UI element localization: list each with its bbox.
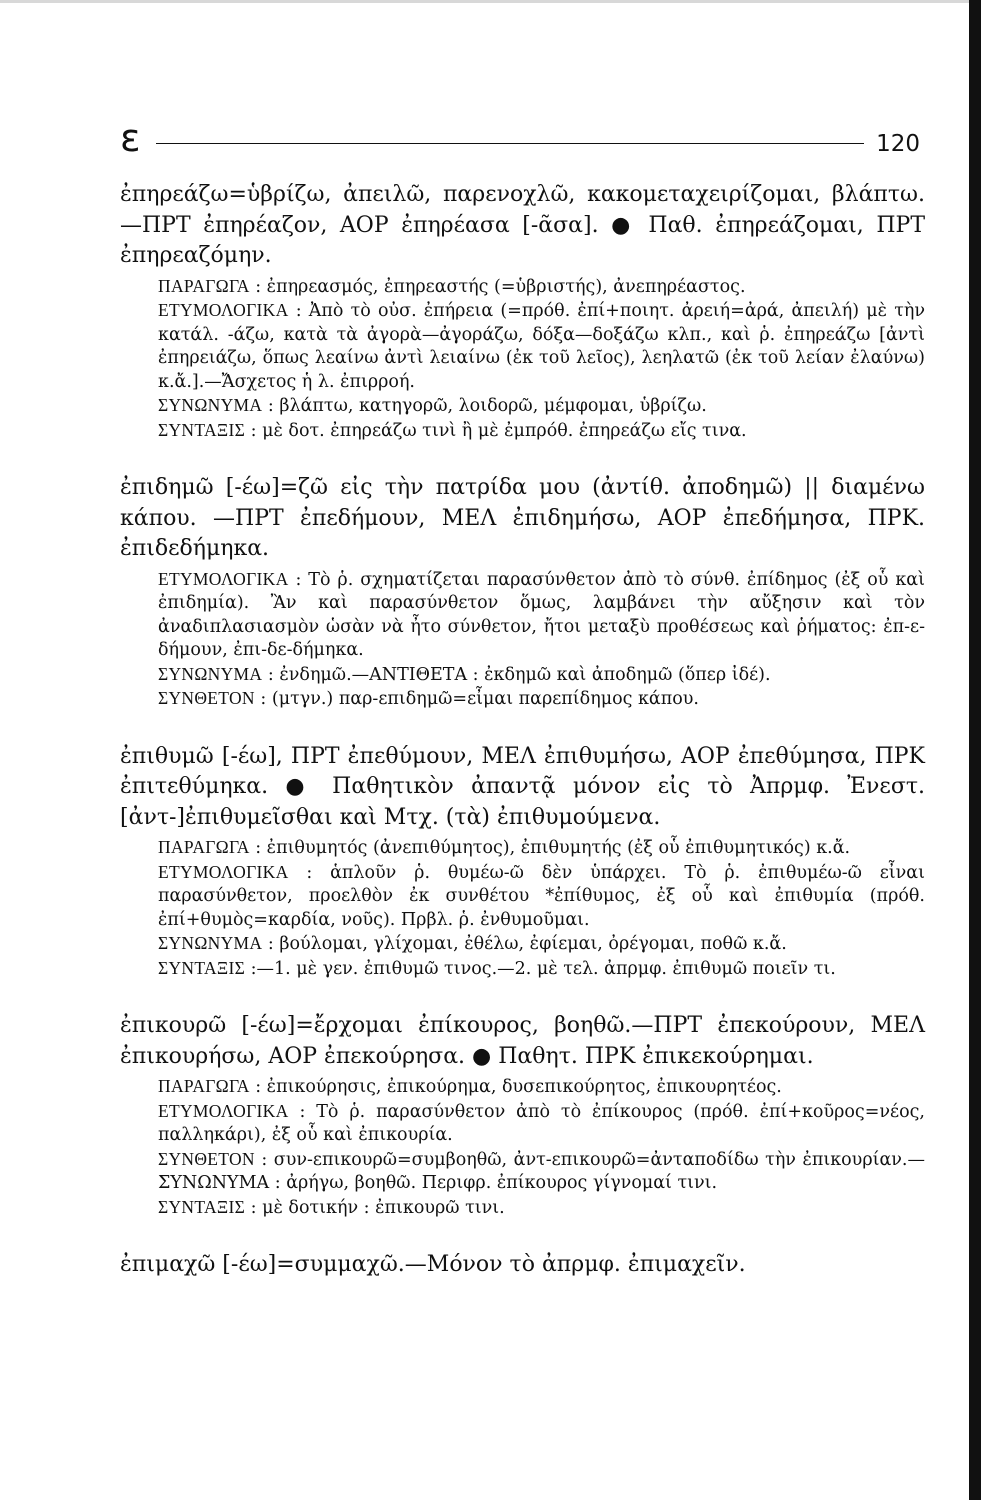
section-label: ΣΥΝΘΕΤΟΝ — [158, 688, 255, 708]
section-text: : Τὸ ῥ. παρασύνθετον ἀπὸ τὸ ἐπίκουρος (πρόθ. ἐπί+κοῦρος=νέος, παλληκάρι), ἐξ οὗ καὶ ἐπικουρία. — [158, 1101, 925, 1145]
entry-derivatives — [158, 836, 925, 861]
section-text: : βούλομαι, γλίχομαι, ἐθέλω, ἐφίεμαι, ὀρέγομαι, ποθῶ κ.ἄ. — [267, 934, 787, 954]
section-text: : μὲ δοτ. ἐπηρεάζω τινὶ ἢ μὲ ἐμπρόθ. ἐπηρεάζω εἴς τινα. — [250, 420, 747, 441]
dictionary-entries — [120, 180, 925, 1311]
entry-etymology — [158, 1100, 925, 1148]
section-label: ΣΥΝΩΝΥΜΑ — [158, 663, 263, 684]
entry-syntax — [158, 1196, 925, 1221]
entry-synonyms — [158, 663, 925, 688]
section-label: ΠΑΡΑΓΩΓΑ — [158, 1076, 250, 1096]
header-rule — [156, 143, 864, 144]
section-label: ΣΥΝΩΝΥΜΑ — [158, 395, 263, 415]
entry-epikouro — [120, 1011, 925, 1220]
section-label: ΣΥΝΩΝΥΜΑ — [158, 933, 263, 953]
scan-top-edge — [0, 0, 981, 3]
entry-derivatives — [158, 275, 925, 300]
section-text: : συν-επικουρῶ=συμβοηθῶ, ἀντ-επικουρῶ=ἀνταποδίδω τὴν ἐπικουρίαν.—ΣΥΝΩΝΥΜΑ : ἀρήγω, βοηθῶ. Περιφρ. ἐπίκουρος γίγνομαί τινι. — [158, 1149, 925, 1193]
section-label: ΕΤΥΜΟΛΟΓΙΚΑ — [158, 568, 289, 589]
entry-head: ἐπιδημῶ [-έω]=ζῶ εἰς τὴν πατρίδα μου (ἀντίθ. ἀποδημῶ) || διαμένω κάπου. —ΠΡΤ ἐπεδήμουν, ΜΕΛ ἐπιδημήσω, ΑΟΡ ἐπεδήμησα, ΠΡΚ. ἐπιδεδήμηκα. — [120, 475, 925, 561]
section-text: :—1. μὲ γεν. ἐπιθυμῶ τινος.—2. μὲ τελ. ἀπρμφ. ἐπιθυμῶ ποιεῖν τι. — [250, 958, 836, 979]
section-text: : ἁπλοῦν ῥ. θυμέω-ῶ δὲν ὑπάρχει. Τὸ ῥ. ἐπιθυμέω-ῶ εἶναι παρασύνθετον, προελθὸν ἐκ συνθέτου *ἐπίθυμος, ἐξ οὗ καὶ ἐπιθυμία (πρόθ. ἐπί+θυμὸς=καρδία, νοῦς). Πρβλ. ῥ. ἐνθυμοῦμαι. — [158, 862, 925, 930]
section-text: : (μτγν.) παρ-επιδημῶ=εἶμαι παρεπίδημος κάπου. — [260, 689, 699, 709]
entry-etymology — [158, 568, 925, 663]
page-number: 120 — [876, 131, 920, 157]
section-label: ΕΤΥΜΟΛΟΓΙΚΑ — [158, 300, 289, 320]
section-letter: ε — [120, 116, 141, 160]
entry-etymology — [158, 299, 925, 394]
entry-synonyms — [158, 394, 925, 419]
section-text: : ἐνδημῶ.—ΑΝΤΙΘΕΤΑ : ἐκδημῶ καὶ ἀποδημῶ (ὅπερ ἰδέ). — [267, 664, 771, 685]
entry-head: ἐπικουρῶ [-έω]=ἔρχομαι ἐπίκουρος, βοηθῶ.—ΠΡΤ ἐπεκούρουν, ΜΕΛ ἐπικουρήσω, ΑΟΡ ἐπεκούρησα. ● Παθητ. ΠΡΚ ἐπικεκούρημαι. — [120, 1013, 925, 1069]
entry-syntax — [158, 419, 925, 444]
section-label: ΠΑΡΑΓΩΓΑ — [158, 275, 250, 296]
section-label: ΣΥΝΘΕΤΟΝ — [158, 1148, 255, 1169]
section-text: : Ἀπὸ τὸ οὐσ. ἐπήρεια (=πρόθ. ἐπί+ποιητ. ἀρειή=ἀρά, ἀπειλή) μὲ τὴν κατάλ. -άζω, κατὰ τὰ ἀγορὰ—ἀγοράζω, δόξα—δοξάζω κλπ., καὶ ῥ. ἐπηρεάζω [ἀντὶ ἐπηρειάζω, ὅπως λεαίνω ἀντὶ λειαίνω (ἐκ τοῦ λεῖος), λεηλατῶ (ἐκ τοῦ λείαν ἐλαύνω) κ.ἄ.].—Ἄσχετος ἡ λ. ἐπιρροή. — [158, 301, 925, 392]
entry-syntax — [158, 957, 925, 982]
section-text: : ἐπικούρησις, ἐπικούρημα, δυσεπικούρητος, ἐπικουρητέος. — [255, 1077, 782, 1097]
entry-epithymo — [120, 742, 925, 982]
entry-compound — [158, 1148, 925, 1196]
entry-synonyms — [158, 932, 925, 957]
section-label: ΕΤΥΜΟΛΟΓΙΚΑ — [158, 861, 289, 882]
entry-epidimo — [120, 473, 925, 712]
entry-head: ἐπηρεάζω=ὑβρίζω, ἀπειλῶ, παρενοχλῶ, κακομεταχειρίζομαι, βλάπτω.—ΠΡΤ ἐπηρέαζον, ΑΟΡ ἐπηρέασα [-ᾶσα]. ● Παθ. ἐπηρεάζομαι, ΠΡΤ ἐπηρεαζόμην. — [120, 182, 925, 268]
page-header — [120, 118, 920, 158]
section-text: : μὲ δοτικήν : ἐπικουρῶ τινι. — [250, 1197, 505, 1218]
section-label: ΣΥΝΤΑΞΙΣ — [158, 957, 246, 978]
section-text: : βλάπτω, κατηγορῶ, λοιδορῶ, μέμφομαι, ὑβρίζω. — [267, 396, 707, 416]
section-label: ΣΥΝΤΑΞΙΣ — [158, 1196, 246, 1217]
entry-etymology — [158, 861, 925, 933]
entry-derivatives — [158, 1075, 925, 1100]
entry-epimacho — [120, 1250, 925, 1281]
entry-epireazo — [120, 180, 925, 443]
entry-head: ἐπιθυμῶ [-έω], ΠΡΤ ἐπεθύμουν, ΜΕΛ ἐπιθυμήσω, ΑΟΡ ἐπεθύμησα, ΠΡΚ ἐπιτεθύμηκα. ● Παθητικὸν ἀπαντᾷ μόνον εἰς τὸ Ἀπρμφ. Ἐνεστ. [ἀντ-]ἐπιθυμεῖσθαι καὶ Μτχ. (τὰ) ἐπιθυμούμενα. — [120, 743, 925, 830]
section-text: : Τὸ ῥ. σχηματίζεται παρασύνθετον ἀπὸ τὸ σύνθ. ἐπίδημος (ἐξ οὗ καὶ ἐπιδημία). Ἂν καὶ παρασύνθετον ὅμως, λαμβάνει τὴν αὔξησιν καὶ τὸν ἀναδιπλασιασμὸν ὡσὰν νὰ ἦτο σύνθετον, ἤτοι μεταξὺ προθέσεως καὶ ῥήματος: ἐπ-ε-δήμουν, ἐπι-δε-δήμηκα. — [158, 569, 925, 660]
section-label: ΣΥΝΤΑΞΙΣ — [158, 419, 246, 440]
entry-compound — [158, 687, 925, 712]
section-text: : ἐπηρεασμός, ἐπηρεαστής (=ὑβριστής), ἀνεπηρέαστος. — [255, 276, 746, 297]
entry-head: ἐπιμαχῶ [-έω]=συμμαχῶ.—Μόνον τὸ ἀπρμφ. ἐπιμαχεῖν. — [120, 1252, 746, 1277]
section-label: ΕΤΥΜΟΛΟΓΙΚΑ — [158, 1100, 289, 1121]
section-label: ΠΑΡΑΓΩΓΑ — [158, 837, 250, 857]
section-text: : ἐπιθυμητός (ἀνεπιθύμητος), ἐπιθυμητής (ἐξ οὗ ἐπιθυμητικός) κ.ἄ. — [255, 838, 851, 858]
scan-right-edge — [969, 0, 981, 1500]
